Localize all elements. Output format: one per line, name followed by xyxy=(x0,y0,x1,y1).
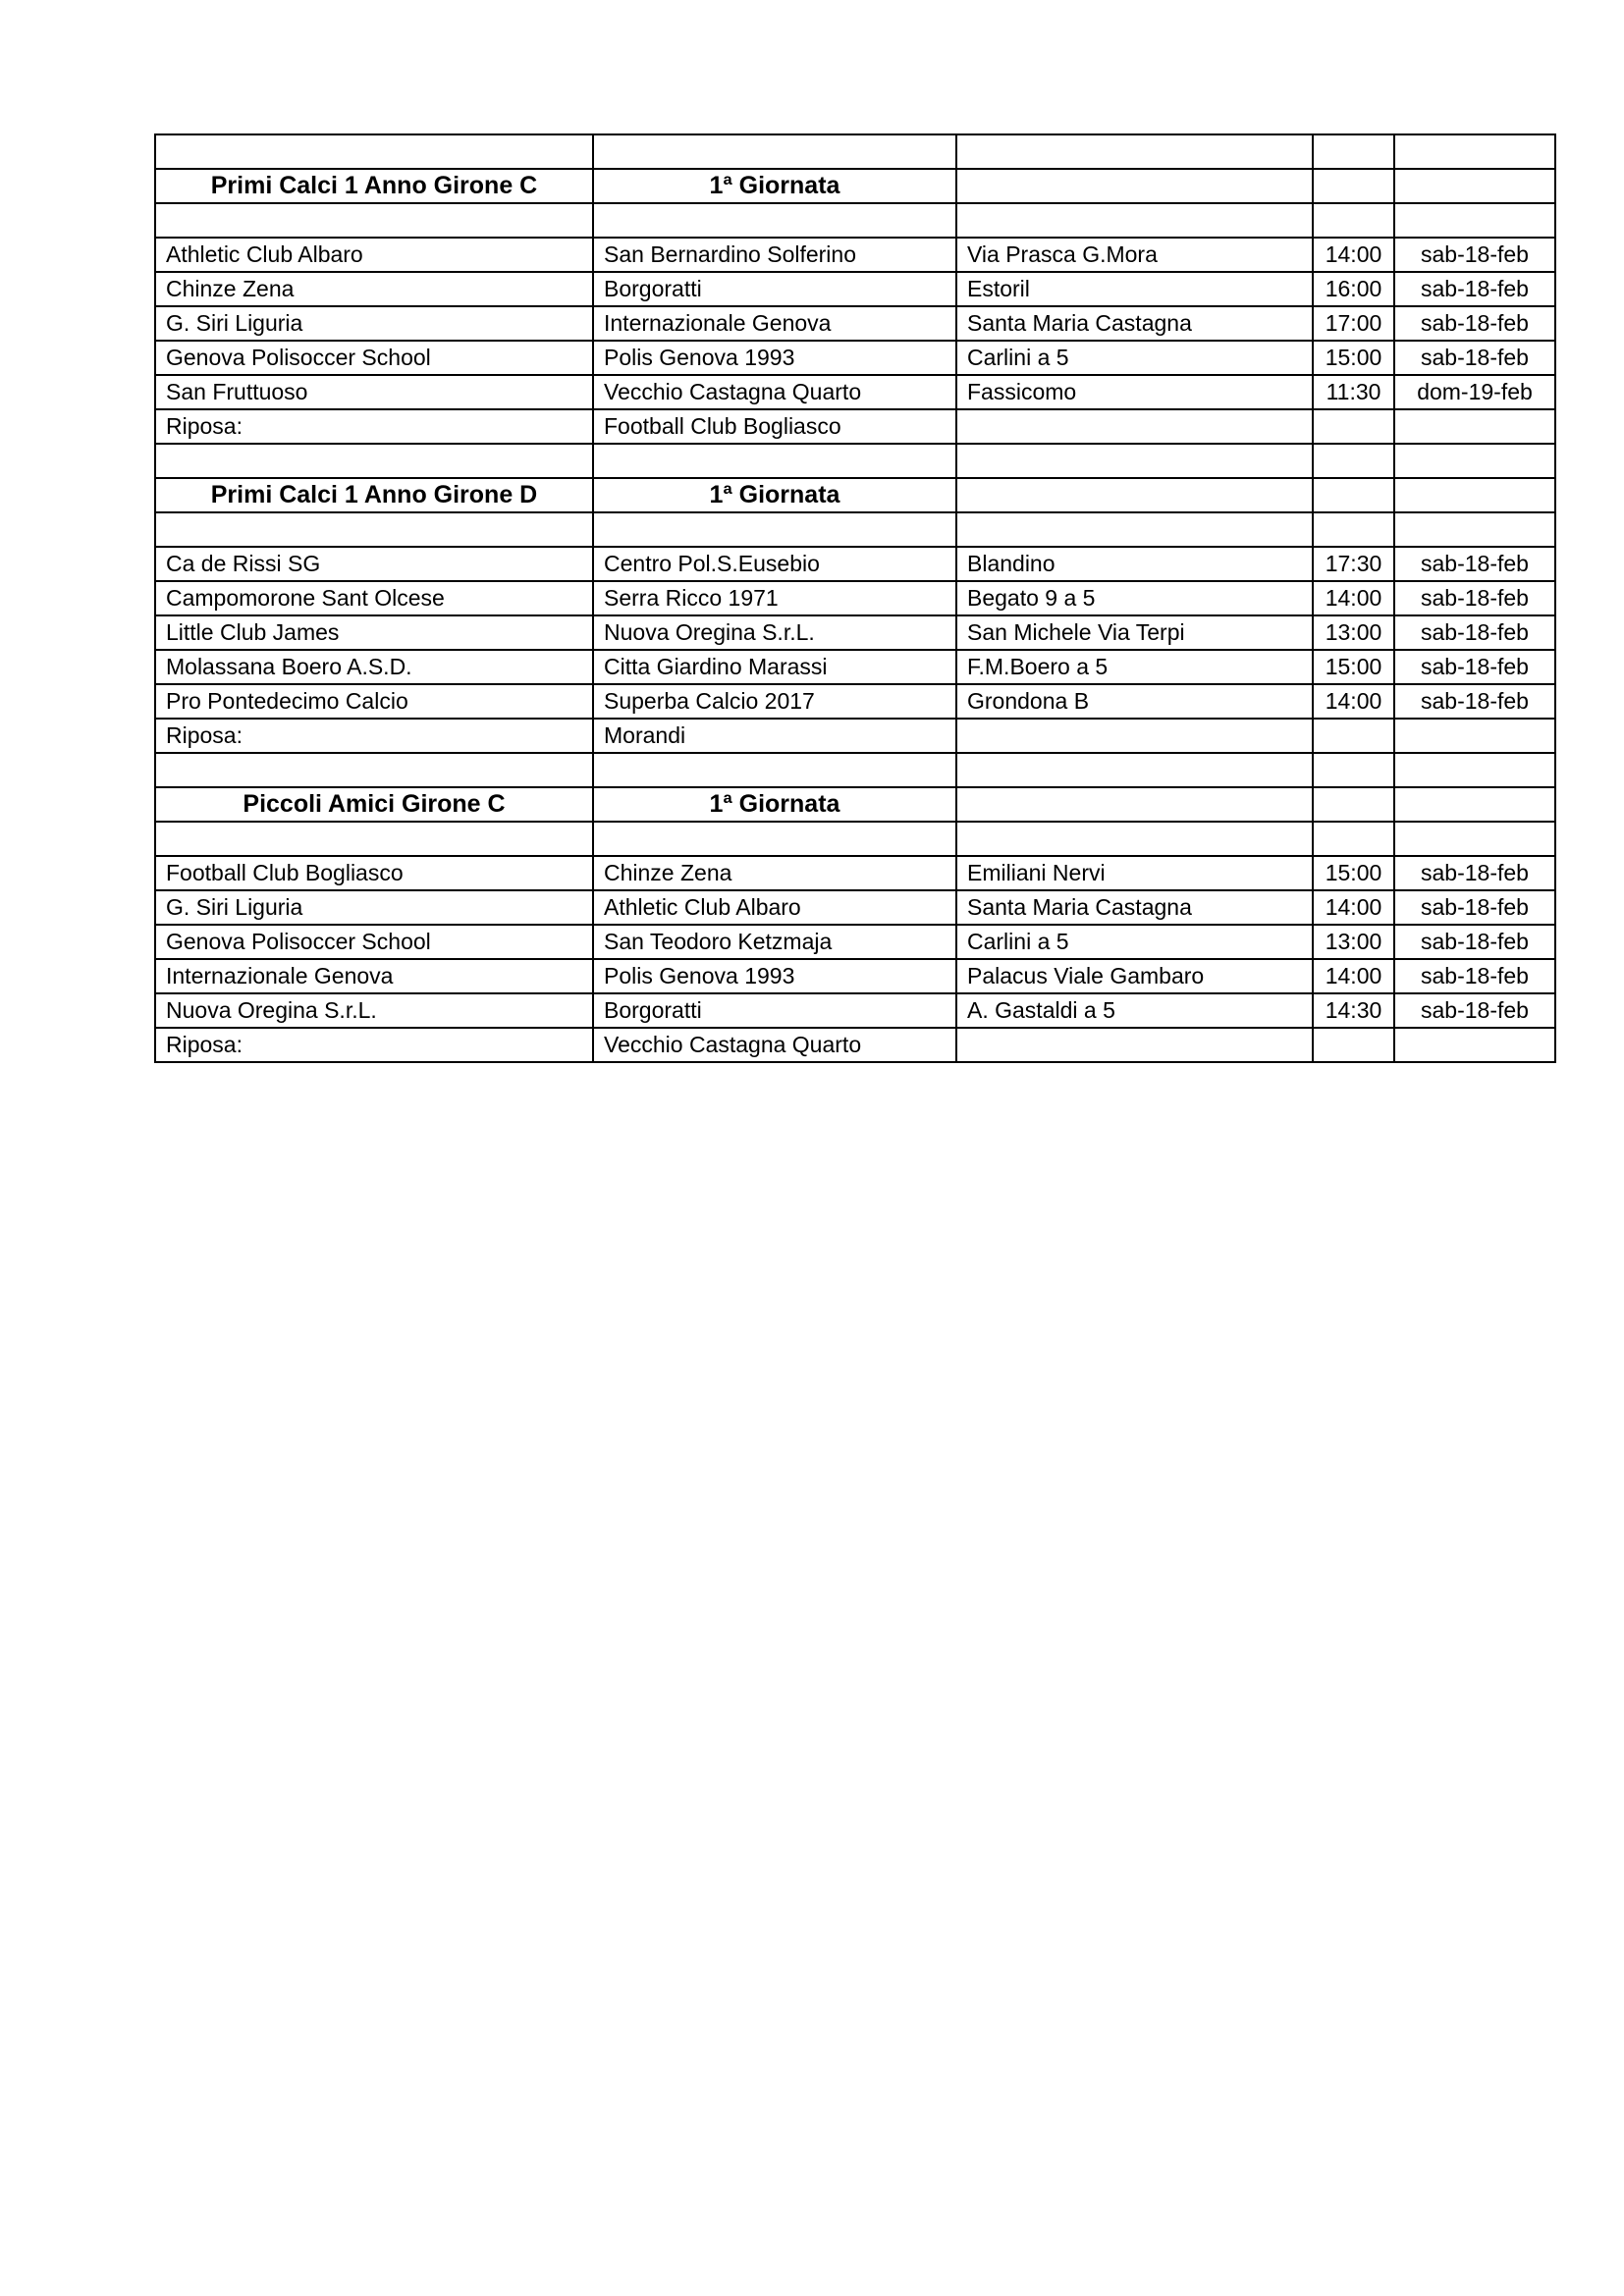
match-date: sab-18-feb xyxy=(1394,341,1555,375)
empty-row xyxy=(155,822,1555,856)
date-cell xyxy=(1394,134,1555,169)
match-row xyxy=(155,341,1555,375)
home-team: Football Club Bogliasco xyxy=(155,856,593,890)
round-label: 1ª Giornata xyxy=(593,787,956,822)
match-time: 14:00 xyxy=(1313,238,1394,272)
away-team: Serra Ricco 1971 xyxy=(593,581,956,615)
away-team: Nuova Oregina S.r.L. xyxy=(593,615,956,650)
away-team: Chinze Zena xyxy=(593,856,956,890)
venue-cell xyxy=(956,753,1313,787)
away-team: Polis Genova 1993 xyxy=(593,341,956,375)
match-row xyxy=(155,650,1555,684)
time-cell xyxy=(1313,203,1394,238)
empty-row xyxy=(155,203,1555,238)
match-time: 17:00 xyxy=(1313,306,1394,341)
match-row xyxy=(155,547,1555,581)
match-date: sab-18-feb xyxy=(1394,856,1555,890)
away-team: San Teodoro Ketzmaja xyxy=(593,925,956,959)
home-cell xyxy=(155,134,593,169)
group-title: Primi Calci 1 Anno Girone D xyxy=(155,478,593,512)
match-time: 16:00 xyxy=(1313,272,1394,306)
match-time: 15:00 xyxy=(1313,650,1394,684)
away-cell xyxy=(593,512,956,547)
venue-cell xyxy=(956,822,1313,856)
match-date: dom-19-feb xyxy=(1394,375,1555,409)
away-team: Borgoratti xyxy=(593,993,956,1028)
venue: Begato 9 a 5 xyxy=(956,581,1313,615)
away-team: Vecchio Castagna Quarto xyxy=(593,375,956,409)
match-time: 14:00 xyxy=(1313,890,1394,925)
group-title: Primi Calci 1 Anno Girone C xyxy=(155,169,593,203)
venue: Santa Maria Castagna xyxy=(956,306,1313,341)
match-row xyxy=(155,856,1555,890)
venue-cell xyxy=(956,478,1313,512)
rest-label: Riposa: xyxy=(155,1028,593,1062)
match-row xyxy=(155,375,1555,409)
venue: San Michele Via Terpi xyxy=(956,615,1313,650)
away-team: Internazionale Genova xyxy=(593,306,956,341)
match-date: sab-18-feb xyxy=(1394,959,1555,993)
match-time: 13:00 xyxy=(1313,925,1394,959)
away-team: Athletic Club Albaro xyxy=(593,890,956,925)
date-cell xyxy=(1394,512,1555,547)
match-row xyxy=(155,306,1555,341)
venue: Blandino xyxy=(956,547,1313,581)
match-date: sab-18-feb xyxy=(1394,238,1555,272)
venue: Via Prasca G.Mora xyxy=(956,238,1313,272)
match-row xyxy=(155,238,1555,272)
home-cell xyxy=(155,444,593,478)
time-cell xyxy=(1313,134,1394,169)
home-team: Little Club James xyxy=(155,615,593,650)
venue: Grondona B xyxy=(956,684,1313,719)
match-time: 14:00 xyxy=(1313,684,1394,719)
match-row xyxy=(155,615,1555,650)
empty-row xyxy=(155,512,1555,547)
empty-row xyxy=(155,753,1555,787)
match-date: sab-18-feb xyxy=(1394,650,1555,684)
match-date: sab-18-feb xyxy=(1394,272,1555,306)
away-team: Centro Pol.S.Eusebio xyxy=(593,547,956,581)
date-cell xyxy=(1394,787,1555,822)
home-team: Pro Pontedecimo Calcio xyxy=(155,684,593,719)
venue: F.M.Boero a 5 xyxy=(956,650,1313,684)
match-time: 14:30 xyxy=(1313,993,1394,1028)
venue-cell xyxy=(956,787,1313,822)
home-team: Internazionale Genova xyxy=(155,959,593,993)
time-cell xyxy=(1313,719,1394,753)
time-cell xyxy=(1313,444,1394,478)
time-cell xyxy=(1313,409,1394,444)
empty-row xyxy=(155,444,1555,478)
venue: Palacus Viale Gambaro xyxy=(956,959,1313,993)
time-cell xyxy=(1313,512,1394,547)
match-row xyxy=(155,925,1555,959)
venue: Fassicomo xyxy=(956,375,1313,409)
home-team: G. Siri Liguria xyxy=(155,306,593,341)
group-header-row xyxy=(155,169,1555,203)
time-cell xyxy=(1313,169,1394,203)
match-date: sab-18-feb xyxy=(1394,306,1555,341)
venue: Carlini a 5 xyxy=(956,925,1313,959)
match-date: sab-18-feb xyxy=(1394,925,1555,959)
match-date: sab-18-feb xyxy=(1394,684,1555,719)
date-cell xyxy=(1394,719,1555,753)
venue: A. Gastaldi a 5 xyxy=(956,993,1313,1028)
time-cell xyxy=(1313,822,1394,856)
venue-cell xyxy=(956,134,1313,169)
date-cell xyxy=(1394,409,1555,444)
home-team: San Fruttuoso xyxy=(155,375,593,409)
date-cell xyxy=(1394,169,1555,203)
match-row xyxy=(155,890,1555,925)
match-time: 14:00 xyxy=(1313,959,1394,993)
match-time: 15:00 xyxy=(1313,856,1394,890)
away-team: San Bernardino Solferino xyxy=(593,238,956,272)
away-cell xyxy=(593,134,956,169)
date-cell xyxy=(1394,203,1555,238)
home-cell xyxy=(155,753,593,787)
time-cell xyxy=(1313,753,1394,787)
away-cell xyxy=(593,444,956,478)
venue: Emiliani Nervi xyxy=(956,856,1313,890)
match-time: 15:00 xyxy=(1313,341,1394,375)
home-team: Ca de Rissi SG xyxy=(155,547,593,581)
venue-cell xyxy=(956,719,1313,753)
round-label: 1ª Giornata xyxy=(593,478,956,512)
date-cell xyxy=(1394,444,1555,478)
rest-team: Morandi xyxy=(593,719,956,753)
time-cell xyxy=(1313,478,1394,512)
match-date: sab-18-feb xyxy=(1394,581,1555,615)
match-time: 14:00 xyxy=(1313,581,1394,615)
match-row xyxy=(155,993,1555,1028)
venue-cell xyxy=(956,1028,1313,1062)
rest-team: Vecchio Castagna Quarto xyxy=(593,1028,956,1062)
match-date: sab-18-feb xyxy=(1394,890,1555,925)
schedule-table xyxy=(154,133,1556,1063)
match-date: sab-18-feb xyxy=(1394,615,1555,650)
home-team: Athletic Club Albaro xyxy=(155,238,593,272)
date-cell xyxy=(1394,478,1555,512)
date-cell xyxy=(1394,822,1555,856)
away-cell xyxy=(593,822,956,856)
match-time: 17:30 xyxy=(1313,547,1394,581)
match-row xyxy=(155,684,1555,719)
home-cell xyxy=(155,203,593,238)
venue-cell xyxy=(956,512,1313,547)
home-team: Molassana Boero A.S.D. xyxy=(155,650,593,684)
away-team: Borgoratti xyxy=(593,272,956,306)
group-header-row xyxy=(155,478,1555,512)
away-team: Citta Giardino Marassi xyxy=(593,650,956,684)
group-header-row xyxy=(155,787,1555,822)
empty-row xyxy=(155,134,1555,169)
match-date: sab-18-feb xyxy=(1394,547,1555,581)
away-cell xyxy=(593,753,956,787)
match-row xyxy=(155,581,1555,615)
rest-label: Riposa: xyxy=(155,409,593,444)
group-title: Piccoli Amici Girone C xyxy=(155,787,593,822)
home-team: Chinze Zena xyxy=(155,272,593,306)
venue-cell xyxy=(956,409,1313,444)
rest-label: Riposa: xyxy=(155,719,593,753)
venue: Santa Maria Castagna xyxy=(956,890,1313,925)
venue-cell xyxy=(956,444,1313,478)
rest-row xyxy=(155,1028,1555,1062)
home-team: Campomorone Sant Olcese xyxy=(155,581,593,615)
home-team: Nuova Oregina S.r.L. xyxy=(155,993,593,1028)
home-team: G. Siri Liguria xyxy=(155,890,593,925)
home-cell xyxy=(155,822,593,856)
venue-cell xyxy=(956,169,1313,203)
venue-cell xyxy=(956,203,1313,238)
time-cell xyxy=(1313,1028,1394,1062)
rest-row xyxy=(155,409,1555,444)
match-date: sab-18-feb xyxy=(1394,993,1555,1028)
rest-row xyxy=(155,719,1555,753)
home-team: Genova Polisoccer School xyxy=(155,341,593,375)
date-cell xyxy=(1394,753,1555,787)
match-time: 11:30 xyxy=(1313,375,1394,409)
match-row xyxy=(155,272,1555,306)
rest-team: Football Club Bogliasco xyxy=(593,409,956,444)
venue: Estoril xyxy=(956,272,1313,306)
away-cell xyxy=(593,203,956,238)
round-label: 1ª Giornata xyxy=(593,169,956,203)
home-team: Genova Polisoccer School xyxy=(155,925,593,959)
home-cell xyxy=(155,512,593,547)
away-team: Polis Genova 1993 xyxy=(593,959,956,993)
match-time: 13:00 xyxy=(1313,615,1394,650)
venue: Carlini a 5 xyxy=(956,341,1313,375)
away-team: Superba Calcio 2017 xyxy=(593,684,956,719)
schedule-body xyxy=(155,134,1555,1062)
match-row xyxy=(155,959,1555,993)
time-cell xyxy=(1313,787,1394,822)
date-cell xyxy=(1394,1028,1555,1062)
